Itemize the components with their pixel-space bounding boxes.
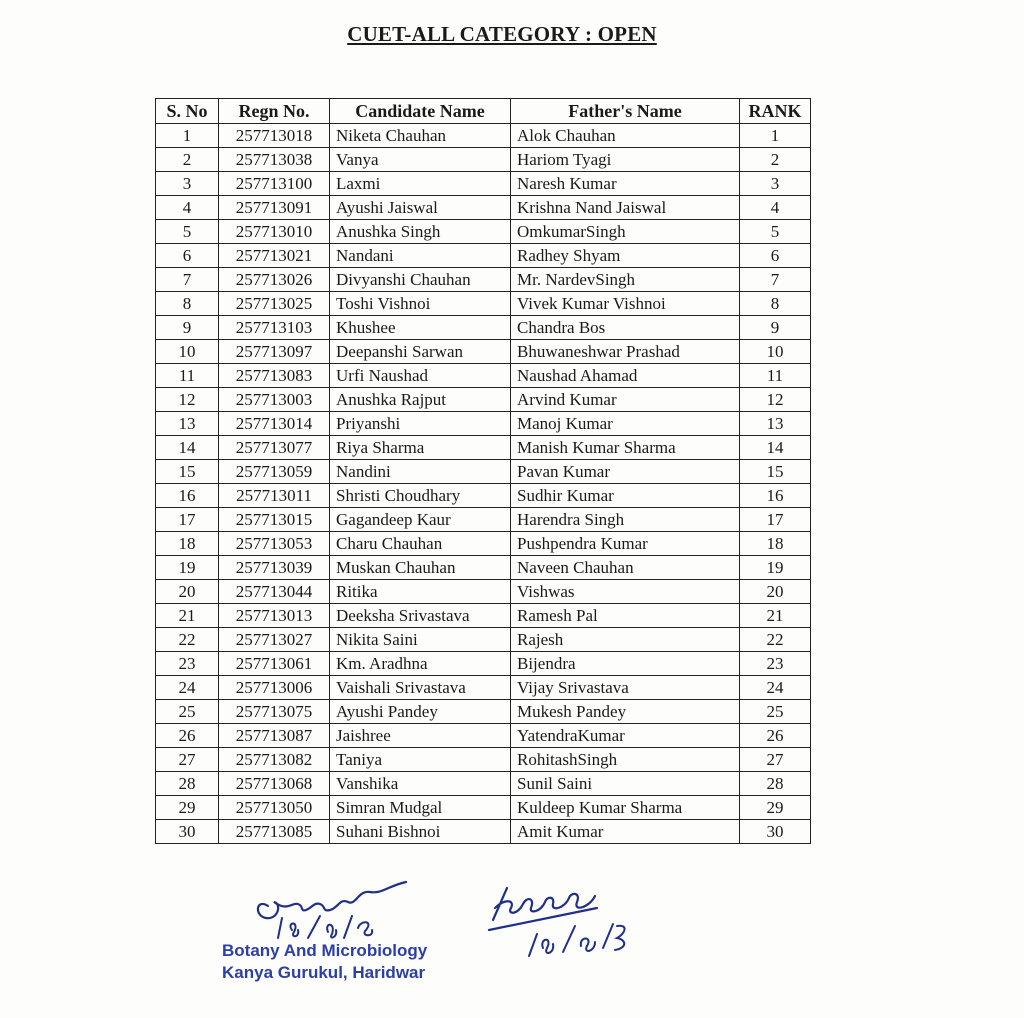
table-header-row [156, 99, 811, 124]
cell-candidate-name: Gagandeep Kaur [330, 508, 511, 532]
table-row [156, 676, 811, 700]
cell-rank: 27 [740, 748, 811, 772]
cell-sno: 3 [156, 172, 219, 196]
cell-regn: 257713039 [219, 556, 330, 580]
cell-candidate-name: Vanshika [330, 772, 511, 796]
cell-rank: 9 [740, 316, 811, 340]
cell-father-name: Harendra Singh [511, 508, 740, 532]
cell-sno: 28 [156, 772, 219, 796]
cell-rank: 24 [740, 676, 811, 700]
cell-sno: 14 [156, 436, 219, 460]
cell-candidate-name: Deeksha Srivastava [330, 604, 511, 628]
cell-regn: 257713003 [219, 388, 330, 412]
table-row [156, 628, 811, 652]
cell-candidate-name: Taniya [330, 748, 511, 772]
cell-sno: 10 [156, 340, 219, 364]
cell-sno: 22 [156, 628, 219, 652]
cell-sno: 21 [156, 604, 219, 628]
table-row [156, 820, 811, 844]
cell-father-name: Radhey Shyam [511, 244, 740, 268]
cell-regn: 257713091 [219, 196, 330, 220]
cell-regn: 257713068 [219, 772, 330, 796]
cell-candidate-name: Nikita Saini [330, 628, 511, 652]
table-row [156, 340, 811, 364]
cell-father-name: YatendraKumar [511, 724, 740, 748]
cell-rank: 20 [740, 580, 811, 604]
cell-candidate-name: Ritika [330, 580, 511, 604]
cell-candidate-name: Charu Chauhan [330, 532, 511, 556]
table-row [156, 484, 811, 508]
cell-candidate-name: Priyanshi [330, 412, 511, 436]
cell-sno: 15 [156, 460, 219, 484]
cell-father-name: Naveen Chauhan [511, 556, 740, 580]
cell-candidate-name: Niketa Chauhan [330, 124, 511, 148]
cell-rank: 13 [740, 412, 811, 436]
table-row [156, 580, 811, 604]
cell-rank: 1 [740, 124, 811, 148]
cell-regn: 257713061 [219, 652, 330, 676]
cell-father-name: Bhuwaneshwar Prashad [511, 340, 740, 364]
table-row [156, 196, 811, 220]
table-row [156, 748, 811, 772]
cell-sno: 11 [156, 364, 219, 388]
cell-candidate-name: Suhani Bishnoi [330, 820, 511, 844]
cell-rank: 23 [740, 652, 811, 676]
cell-rank: 12 [740, 388, 811, 412]
cell-father-name: Amit Kumar [511, 820, 740, 844]
cell-regn: 257713044 [219, 580, 330, 604]
cell-father-name: Sunil Saini [511, 772, 740, 796]
cell-sno: 5 [156, 220, 219, 244]
table-row [156, 796, 811, 820]
cell-sno: 18 [156, 532, 219, 556]
cell-candidate-name: Ayushi Pandey [330, 700, 511, 724]
cell-rank: 11 [740, 364, 811, 388]
cell-rank: 22 [740, 628, 811, 652]
cell-rank: 29 [740, 796, 811, 820]
cell-regn: 257713083 [219, 364, 330, 388]
header-sno: S. No [156, 99, 219, 124]
table-row [156, 124, 811, 148]
header-rank: RANK [740, 99, 811, 124]
cell-regn: 257713025 [219, 292, 330, 316]
cell-father-name: Vivek Kumar Vishnoi [511, 292, 740, 316]
department-stamp [222, 940, 427, 984]
table-row [156, 556, 811, 580]
cell-sno: 27 [156, 748, 219, 772]
cell-sno: 17 [156, 508, 219, 532]
cell-candidate-name: Riya Sharma [330, 436, 511, 460]
cell-sno: 6 [156, 244, 219, 268]
cell-regn: 257713006 [219, 676, 330, 700]
table-row [156, 532, 811, 556]
cell-father-name: Chandra Bos [511, 316, 740, 340]
cell-candidate-name: Laxmi [330, 172, 511, 196]
cell-candidate-name: Anushka Singh [330, 220, 511, 244]
table-row [156, 316, 811, 340]
cell-sno: 12 [156, 388, 219, 412]
cell-father-name: Manoj Kumar [511, 412, 740, 436]
cell-regn: 257713038 [219, 148, 330, 172]
cell-father-name: Manish Kumar Sharma [511, 436, 740, 460]
stamp-line-1: Botany And Microbiology [222, 941, 428, 960]
cell-father-name: Mukesh Pandey [511, 700, 740, 724]
cell-rank: 7 [740, 268, 811, 292]
cell-candidate-name: Muskan Chauhan [330, 556, 511, 580]
cell-candidate-name: Simran Mudgal [330, 796, 511, 820]
table-row [156, 172, 811, 196]
table-row [156, 700, 811, 724]
table-row [156, 220, 811, 244]
cell-father-name: Sudhir Kumar [511, 484, 740, 508]
cell-candidate-name: Deepanshi Sarwan [330, 340, 511, 364]
cell-regn: 257713085 [219, 820, 330, 844]
page-title: CUET-ALL CATEGORY : OPEN [347, 22, 657, 46]
cell-father-name: Ramesh Pal [511, 604, 740, 628]
cell-sno: 13 [156, 412, 219, 436]
cell-father-name: Arvind Kumar [511, 388, 740, 412]
cell-regn: 257713082 [219, 748, 330, 772]
cell-sno: 19 [156, 556, 219, 580]
cell-candidate-name: Toshi Vishnoi [330, 292, 511, 316]
table-body [156, 124, 811, 844]
cell-rank: 19 [740, 556, 811, 580]
cell-sno: 7 [156, 268, 219, 292]
cell-regn: 257713075 [219, 700, 330, 724]
cell-candidate-name: Vanya [330, 148, 511, 172]
cell-rank: 3 [740, 172, 811, 196]
cell-regn: 257713015 [219, 508, 330, 532]
cell-sno: 23 [156, 652, 219, 676]
cell-rank: 16 [740, 484, 811, 508]
table-row [156, 460, 811, 484]
cell-regn: 257713010 [219, 220, 330, 244]
cell-regn: 257713050 [219, 796, 330, 820]
header-candidate-name: Candidate Name [330, 99, 511, 124]
cell-candidate-name: Nandani [330, 244, 511, 268]
cell-regn: 257713097 [219, 340, 330, 364]
cell-candidate-name: Khushee [330, 316, 511, 340]
cell-father-name: Bijendra [511, 652, 740, 676]
table-row [156, 508, 811, 532]
cell-rank: 8 [740, 292, 811, 316]
table-row [156, 244, 811, 268]
cell-candidate-name: Nandini [330, 460, 511, 484]
cell-regn: 257713013 [219, 604, 330, 628]
cell-rank: 5 [740, 220, 811, 244]
cell-father-name: RohitashSingh [511, 748, 740, 772]
table-row [156, 604, 811, 628]
stamp-line-2: Kanya Gurukul, Haridwar [222, 963, 426, 982]
cell-father-name: Kuldeep Kumar Sharma [511, 796, 740, 820]
rank-table [155, 98, 811, 844]
cell-candidate-name: Anushka Rajput [330, 388, 511, 412]
cell-regn: 257713087 [219, 724, 330, 748]
cell-sno: 29 [156, 796, 219, 820]
cell-candidate-name: Divyanshi Chauhan [330, 268, 511, 292]
table-row [156, 724, 811, 748]
cell-candidate-name: Vaishali Srivastava [330, 676, 511, 700]
cell-sno: 20 [156, 580, 219, 604]
cell-rank: 6 [740, 244, 811, 268]
cell-rank: 30 [740, 820, 811, 844]
cell-sno: 9 [156, 316, 219, 340]
cell-father-name: Mr. NardevSingh [511, 268, 740, 292]
cell-regn: 257713077 [219, 436, 330, 460]
table-row [156, 436, 811, 460]
cell-rank: 17 [740, 508, 811, 532]
table-row [156, 772, 811, 796]
cell-sno: 4 [156, 196, 219, 220]
cell-regn: 257713103 [219, 316, 330, 340]
table-row [156, 364, 811, 388]
cell-regn: 257713053 [219, 532, 330, 556]
cell-father-name: Naresh Kumar [511, 172, 740, 196]
cell-regn: 257713014 [219, 412, 330, 436]
cell-candidate-name: Km. Aradhna [330, 652, 511, 676]
header-regn: Regn No. [219, 99, 330, 124]
cell-rank: 15 [740, 460, 811, 484]
table-row [156, 148, 811, 172]
table-row [156, 652, 811, 676]
cell-regn: 257713026 [219, 268, 330, 292]
table-row [156, 268, 811, 292]
cell-sno: 2 [156, 148, 219, 172]
cell-regn: 257713027 [219, 628, 330, 652]
cell-regn: 257713021 [219, 244, 330, 268]
cell-rank: 10 [740, 340, 811, 364]
cell-candidate-name: Shristi Choudhary [330, 484, 511, 508]
signature-kalpana [485, 868, 645, 958]
cell-father-name: Naushad Ahamad [511, 364, 740, 388]
cell-rank: 28 [740, 772, 811, 796]
table-row [156, 292, 811, 316]
signature-arvinder [248, 868, 428, 948]
cell-rank: 2 [740, 148, 811, 172]
cell-father-name: Rajesh [511, 628, 740, 652]
cell-regn: 257713059 [219, 460, 330, 484]
cell-sno: 25 [156, 700, 219, 724]
cell-father-name: Vijay Srivastava [511, 676, 740, 700]
cell-rank: 21 [740, 604, 811, 628]
table-row [156, 388, 811, 412]
cell-father-name: Hariom Tyagi [511, 148, 740, 172]
cell-regn: 257713011 [219, 484, 330, 508]
header-father-name: Father's Name [511, 99, 740, 124]
cell-father-name: Alok Chauhan [511, 124, 740, 148]
cell-father-name: Pushpendra Kumar [511, 532, 740, 556]
cell-regn: 257713018 [219, 124, 330, 148]
cell-sno: 1 [156, 124, 219, 148]
cell-rank: 14 [740, 436, 811, 460]
cell-father-name: Krishna Nand Jaiswal [511, 196, 740, 220]
cell-rank: 4 [740, 196, 811, 220]
cell-father-name: Pavan Kumar [511, 460, 740, 484]
cell-rank: 18 [740, 532, 811, 556]
cell-regn: 257713100 [219, 172, 330, 196]
cell-rank: 26 [740, 724, 811, 748]
cell-father-name: OmkumarSingh [511, 220, 740, 244]
cell-sno: 24 [156, 676, 219, 700]
cell-sno: 16 [156, 484, 219, 508]
cell-father-name: Vishwas [511, 580, 740, 604]
table-row [156, 412, 811, 436]
cell-sno: 26 [156, 724, 219, 748]
cell-candidate-name: Ayushi Jaiswal [330, 196, 511, 220]
cell-sno: 30 [156, 820, 219, 844]
cell-rank: 25 [740, 700, 811, 724]
cell-candidate-name: Urfi Naushad [330, 364, 511, 388]
cell-candidate-name: Jaishree [330, 724, 511, 748]
cell-sno: 8 [156, 292, 219, 316]
